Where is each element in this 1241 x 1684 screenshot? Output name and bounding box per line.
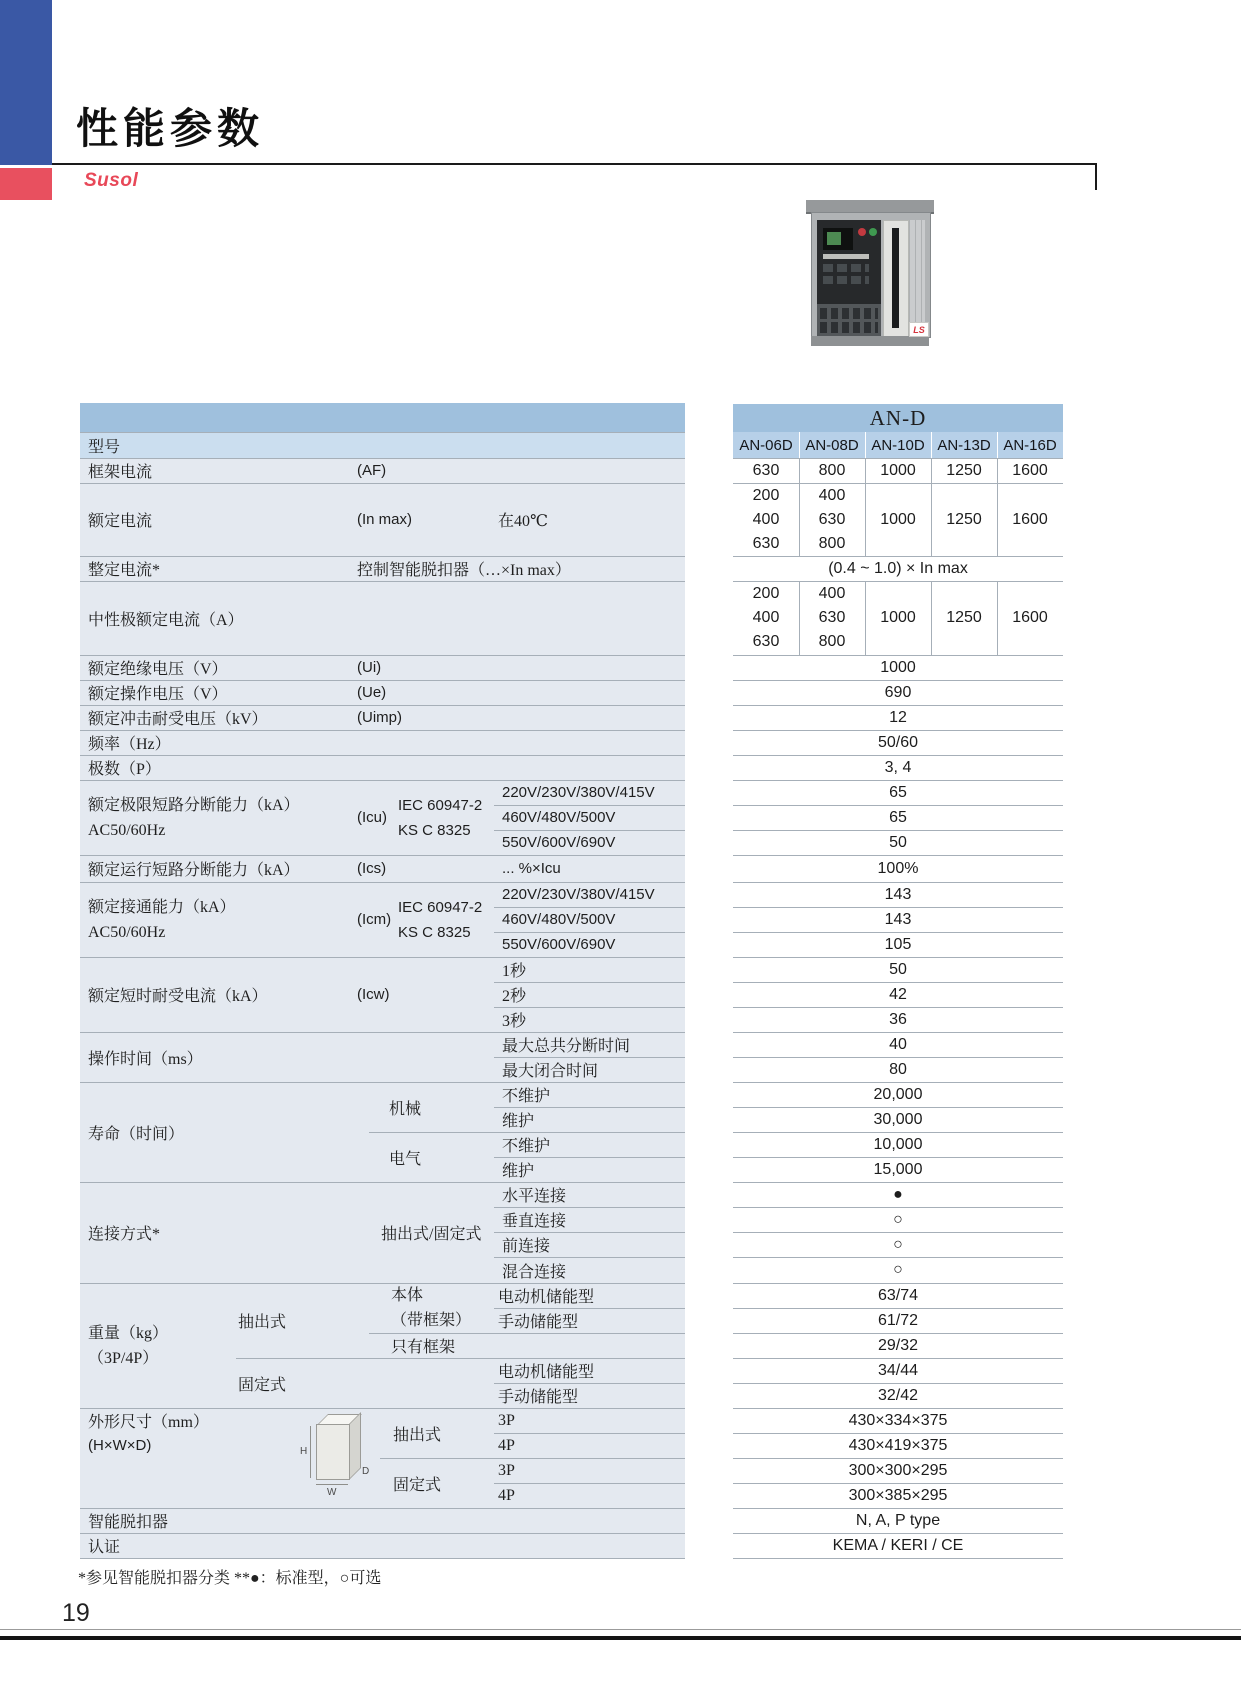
right-table-value: 61/72: [877, 1311, 919, 1329]
footer-rule-thick: [0, 1636, 1241, 1640]
row-divider: [494, 1433, 685, 1434]
left-table-cell: 220V/230V/380V/415V: [502, 784, 655, 801]
left-table-cell: (H×W×D): [88, 1437, 152, 1454]
left-table-cell: 2秒: [502, 988, 527, 1005]
right-table-value: 200 400 630: [752, 585, 780, 650]
title-rule-tick: [1095, 163, 1097, 190]
right-table-value: 1000: [880, 461, 916, 479]
right-table-value: 1250: [946, 461, 982, 479]
right-table-value: (0.4 ~ 1.0) × In max: [828, 559, 968, 577]
left-table-cell: 极数（P）: [88, 761, 161, 778]
left-table-cell: 整定电流*: [88, 562, 161, 579]
right-table-value: ○: [893, 1261, 903, 1278]
left-table-cell: (In max): [357, 511, 413, 528]
left-table-cell: IEC 60947-2 KS C 8325: [398, 898, 483, 941]
right-table-value: 15,000: [873, 1160, 923, 1178]
left-table-cell: 维护: [502, 1163, 535, 1180]
left-table-cell: 额定冲击耐受电压（kV）: [88, 711, 268, 728]
dimension-label-d: D: [362, 1466, 370, 1477]
right-table-value: ○: [893, 1235, 903, 1253]
right-table-value: 143: [884, 910, 912, 928]
left-table-cell: 550V/600V/690V: [502, 834, 616, 851]
right-table-value: 430×334×375: [848, 1411, 948, 1429]
left-table-cell: (Uimp): [357, 709, 402, 726]
left-table-cell: 频率（Hz）: [88, 736, 171, 753]
right-table-value: N, A, P type: [855, 1511, 941, 1529]
corner-accent-red: [0, 168, 52, 200]
left-table-cell: 寿命（时间）: [88, 1125, 185, 1143]
row-divider: [80, 1533, 685, 1534]
right-table-value: 42: [889, 985, 907, 1003]
left-table-cell: 3P: [498, 1411, 515, 1429]
right-table-value: 32/42: [877, 1386, 919, 1404]
breaker-vent-row: [820, 322, 878, 333]
left-table-cell: 460V/480V/500V: [502, 809, 616, 826]
right-table-value: 143: [884, 885, 912, 903]
right-table-value: 10,000: [873, 1135, 923, 1153]
right-table-value: 80: [889, 1060, 907, 1078]
dimension-box-front-face: [316, 1424, 350, 1480]
left-table-cell: 本体 （带框架）: [391, 1287, 472, 1329]
breaker-display: [827, 232, 841, 245]
left-table-cell: 维护: [502, 1113, 535, 1130]
left-table-cell: 控制智能脱扣器（…×In max）: [357, 562, 571, 579]
left-table-cell: 4P: [498, 1436, 515, 1454]
right-table-value: 800: [818, 461, 846, 479]
left-table-cell: 最大总共分断时间: [502, 1038, 631, 1055]
row-divider: [80, 1558, 685, 1559]
left-table-cell: 前连接: [502, 1238, 551, 1255]
row-divider: [236, 1358, 685, 1359]
left-table-cell: 连接方式*: [88, 1226, 161, 1243]
product-photo: [806, 198, 934, 348]
left-table-cell: 手动储能型: [498, 1389, 579, 1406]
row-divider: [733, 1558, 1063, 1559]
left-table-cell: (Ue): [357, 684, 387, 701]
right-table-value: 20,000: [873, 1085, 923, 1103]
left-table-cell: 电动机储能型: [498, 1289, 595, 1306]
left-table-cell: (AF): [357, 462, 387, 479]
left-table-cell: 额定短时耐受电流（kA）: [88, 988, 268, 1005]
table-band: [80, 432, 685, 458]
left-table-cell: 220V/230V/380V/415V: [502, 886, 655, 903]
left-table-cell: 中性极额定电流（A）: [88, 611, 244, 629]
column-header: AN-10D: [871, 436, 925, 454]
left-table-cell: 1秒: [502, 963, 527, 980]
left-table-cell: 只有框架: [391, 1339, 456, 1356]
dimension-box-side-face: [349, 1412, 361, 1480]
left-table-cell: 电气: [389, 1150, 422, 1168]
column-header: AN-08D: [805, 436, 859, 454]
right-table-value: 12: [889, 708, 907, 726]
dimension-height-line: [310, 1426, 311, 1478]
right-table-group-title: AN-D: [869, 405, 927, 430]
page-title: 性能参数: [76, 104, 265, 153]
column-header: AN-13D: [937, 436, 991, 454]
row-divider: [80, 755, 685, 756]
left-table-cell: 型号: [88, 438, 121, 456]
corner-accent-blue: [0, 0, 52, 165]
right-table-value: 1600: [1012, 609, 1048, 626]
breaker-handle-slot: [892, 228, 899, 328]
left-table-cell: 操作时间（ms）: [88, 1050, 203, 1068]
left-table-cell: 不维护: [502, 1138, 551, 1155]
left-table-cell: (Icu): [357, 809, 387, 826]
breaker-label-strip: [823, 254, 869, 259]
right-table-value: 300×385×295: [848, 1486, 948, 1504]
left-table-cell: 3秒: [502, 1013, 527, 1030]
right-table-value: KEMA / KERI / CE: [832, 1536, 964, 1554]
left-table-cell: 水平连接: [502, 1188, 567, 1205]
left-table-cell: 额定操作电压（V）: [88, 686, 228, 703]
right-table-value: 1000: [880, 658, 916, 676]
left-table-cell: 混合连接: [502, 1263, 567, 1281]
left-table-cell: 最大闭合时间: [502, 1063, 599, 1080]
dimension-label-w: W: [327, 1487, 337, 1498]
row-divider: [80, 1508, 685, 1509]
right-table-value: 200 400 630: [752, 486, 780, 552]
table-band: [80, 403, 685, 432]
page-number: 19: [62, 1599, 90, 1627]
left-table-cell: 垂直连接: [502, 1213, 567, 1230]
left-table-cell: 550V/600V/690V: [502, 936, 616, 953]
title-rule: [52, 163, 1097, 165]
left-table-cell: 在40℃: [498, 513, 548, 530]
row-divider: [80, 432, 685, 433]
left-table-cell: 3P: [498, 1461, 515, 1479]
right-table-value: 63/74: [877, 1286, 919, 1304]
left-table-cell: 固定式: [393, 1476, 442, 1494]
right-table-value: 400 630 800: [818, 585, 846, 650]
column-header: AN-16D: [1003, 436, 1057, 454]
left-table-cell: 460V/480V/500V: [502, 911, 616, 928]
left-table-cell: 机械: [389, 1100, 422, 1118]
dimension-label-h: H: [300, 1446, 308, 1457]
left-table-cell: 抽出式/固定式: [381, 1226, 482, 1243]
left-table-cell: 抽出式: [238, 1314, 287, 1331]
left-table-cell: 额定运行短路分断能力（kA）: [88, 862, 300, 879]
right-table-value: 36: [889, 1010, 907, 1028]
left-table-cell: 4P: [498, 1486, 515, 1504]
row-divider: [80, 1283, 685, 1284]
breaker-rail: [909, 220, 925, 336]
left-table-cell: 认证: [88, 1539, 121, 1556]
right-table-value: 1000: [880, 609, 916, 626]
right-table-value: 300×300×295: [848, 1461, 948, 1479]
left-table-cell: (Ui): [357, 659, 382, 676]
right-table-value: 1250: [946, 510, 982, 528]
left-table-cell: 额定绝缘电压（V）: [88, 661, 228, 678]
right-table-value: 65: [889, 808, 907, 826]
left-table-cell: 外形尺寸（mm）: [88, 1414, 209, 1431]
breaker-green-button: [869, 228, 877, 236]
right-table-value: 50/60: [877, 733, 919, 751]
right-table-value: 1600: [1012, 461, 1048, 479]
left-table-cell: IEC 60947-2 KS C 8325: [398, 796, 483, 839]
left-table-cell: 固定式: [238, 1376, 287, 1394]
right-table-value: 30,000: [873, 1110, 923, 1128]
left-table-cell: 框架电流: [88, 464, 153, 481]
right-table-value: 50: [889, 960, 907, 978]
right-table-value: 40: [889, 1035, 907, 1053]
left-table-cell: 抽出式: [393, 1426, 442, 1444]
breaker-red-button: [858, 228, 866, 236]
breaker-base: [811, 336, 929, 346]
left-table-cell: (Ics): [357, 860, 387, 877]
right-table-value: 50: [889, 833, 907, 851]
breaker-button-row: [823, 276, 869, 284]
footer-rule-thin: [0, 1629, 1241, 1630]
footnote: *参见智能脱扣器分类 **●：标准型，○可选: [78, 1570, 382, 1587]
left-table-cell: 不维护: [502, 1088, 551, 1105]
right-table-value: 1250: [946, 609, 982, 626]
brand-logo: Susol: [84, 170, 139, 191]
right-table-value: 690: [884, 683, 912, 701]
right-table-value: 100%: [877, 859, 919, 877]
left-table-cell: 手动储能型: [498, 1314, 579, 1331]
right-table-value: 630: [752, 461, 780, 479]
column-header: AN-06D: [739, 436, 793, 454]
dimension-diagram: [296, 1406, 382, 1500]
right-table-value: 29/32: [877, 1336, 919, 1354]
row-divider: [494, 1483, 685, 1484]
left-table-cell: 额定接通能力（kA） AC50/60Hz: [88, 898, 236, 941]
left-table-cell: 额定电流: [88, 513, 153, 530]
right-table-value: 1000: [880, 510, 916, 528]
breaker-button-row: [823, 264, 869, 272]
left-table-cell: 重量（kg） （3P/4P）: [88, 1324, 169, 1367]
left-table-cell: 额定极限短路分断能力（kA） AC50/60Hz: [88, 796, 300, 839]
right-table-value: 65: [889, 783, 907, 801]
left-table-cell: (Icm): [357, 911, 392, 928]
left-table-cell: 智能脱扣器: [88, 1514, 169, 1531]
right-table-value: 1600: [1012, 510, 1048, 528]
row-divider: [80, 730, 685, 731]
right-table-value: ○: [893, 1210, 903, 1228]
right-table-value: 430×419×375: [848, 1436, 948, 1454]
breaker-vent-row: [820, 308, 878, 319]
left-table-cell: (Icw): [357, 986, 390, 1003]
right-table-value: 400 630 800: [818, 486, 846, 552]
left-table-cell: ... %×Icu: [502, 860, 561, 877]
left-table-cell: 电动机储能型: [498, 1364, 595, 1381]
right-table-value: 3, 4: [884, 758, 912, 776]
dimension-width-line: [316, 1484, 348, 1485]
right-table-value: 34/44: [877, 1361, 919, 1379]
ls-logo: LS: [909, 322, 929, 337]
right-table-value: ●: [893, 1185, 903, 1203]
right-table-value: 105: [884, 935, 912, 953]
